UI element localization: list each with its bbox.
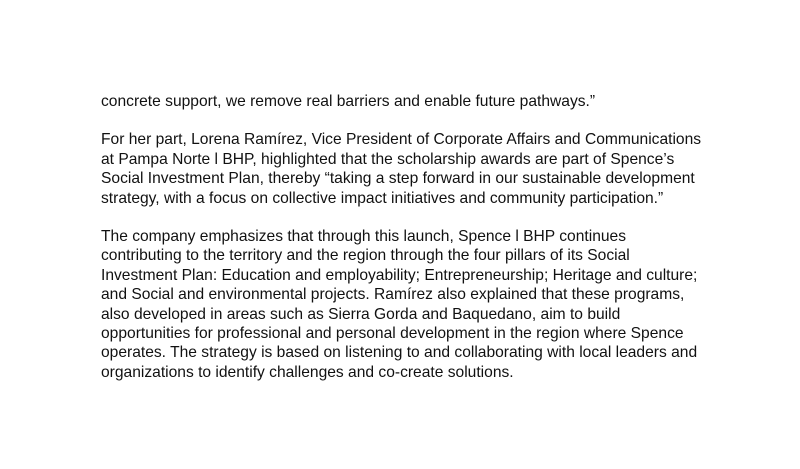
paragraph-company-pillars [101,227,741,382]
text-line: Investment Plan: Education and employability; Entrepreneurship; Heritage and culture; [101,266,698,284]
paragraph-quote-ending [101,92,741,111]
text-line: concrete support, we remove real barriers and enable future pathways.” [101,93,596,110]
text-line: strategy, with a focus on collective impact initiatives and community participation.” [101,189,664,207]
text-line: opportunities for professional and personal development in the region where Spence [101,325,684,343]
text-line: operates. The strategy is based on listening to and collaborating with local leaders and [101,344,698,362]
text-line: For her part, Lorena Ramírez, Vice President of Corporate Affairs and Communications [101,131,702,149]
text-line: at Pampa Norte l BHP, highlighted that the scholarship awards are part of Spence’s [101,150,675,168]
text-line: organizations to identify challenges and co-create solutions. [101,363,514,381]
text-line: contributing to the territory and the region through the four pillars of its Social [101,247,630,265]
document-body [101,92,741,401]
paragraph-ramirez-statement [101,130,741,208]
text-line: Social Investment Plan, thereby “taking a step forward in our sustainable development [101,170,695,188]
text-line: and Social and environmental projects. Ramírez also explained that these programs, [101,286,685,304]
text-line: The company emphasizes that through this launch, Spence l BHP continues [101,228,627,246]
text-line: also developed in areas such as Sierra Gorda and Baquedano, aim to build [101,305,621,323]
